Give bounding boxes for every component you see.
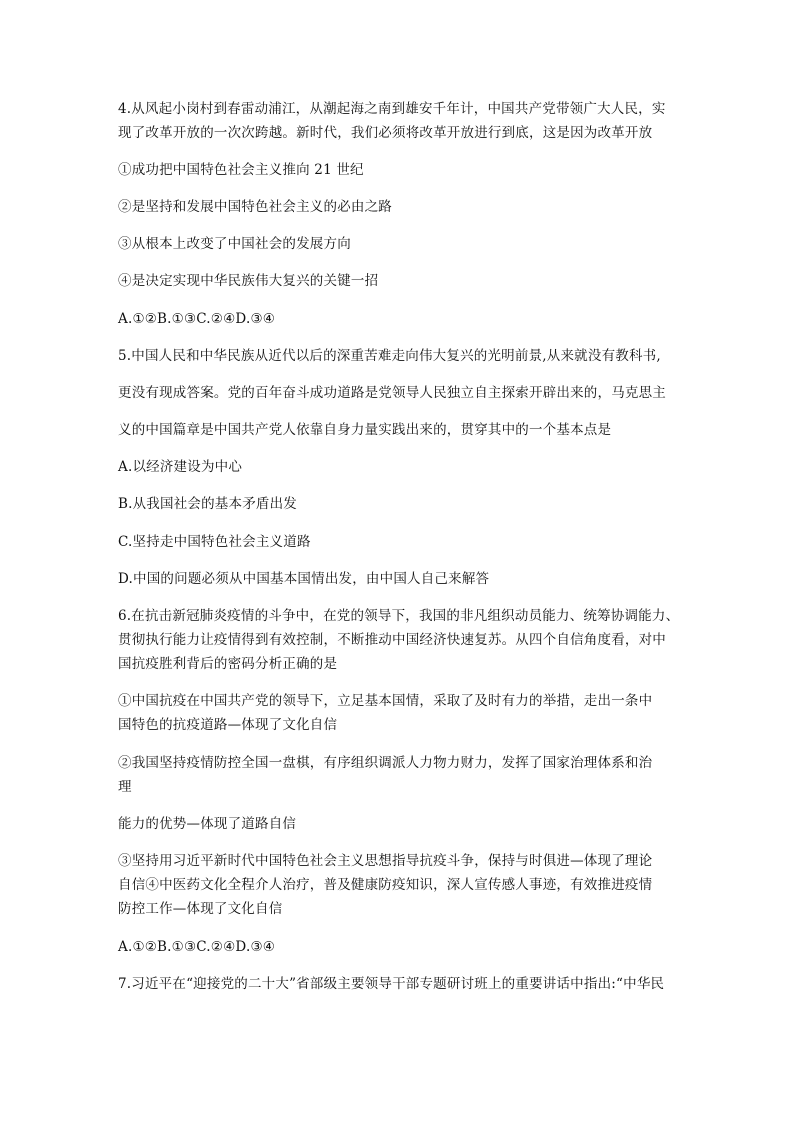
q4-stem-line-2: 现了改革开放的一次次跨越。新时代，我们必须将改革开放进行到底，这是因为改革开放: [118, 125, 653, 141]
q4-option-3: ③从根本上改变了中国社会的发展方向: [118, 236, 351, 252]
q5-choice-b: B.从我国社会的基本矛盾出发: [118, 496, 298, 512]
q4-option-2: ②是坚持和发展中国特色社会主义的必由之路: [118, 199, 392, 215]
q5-choice-d: D.中国的问题必须从中国基本国情出发，由中国人自己来解答: [118, 571, 490, 587]
q6-option-3-4-line-3: 防控工作—体现了文化自信: [118, 901, 283, 917]
q4-choices: A.①②B.①③C.②④D.③④: [118, 311, 276, 327]
q5-choice-a: A.以经济建设为中心: [118, 459, 243, 475]
q5-stem-line-1: 5.中国人民和中华民族从近代以后的深重苦难走向伟大复兴的光明前景,从来就没有教科书,: [118, 348, 661, 364]
q6-option-1-line-1: ①中国抗疫在中国共产党的领导下，立足基本国情，采取了及时有力的举措，走出一条中: [118, 693, 653, 709]
q6-option-3-4-line-1: ③坚持用习近平新时代中国特色社会主义思想指导抗疫斗争，保持与时俱进—体现了理论: [118, 853, 653, 869]
q6-option-1-line-2: 国特色的抗疫道路—体现了文化自信: [118, 717, 338, 733]
q6-stem-line-2: 贯彻执行能力让疫情得到有效控制，不断推动中国经济快速复苏。从四个自信角度看，对中: [118, 632, 666, 648]
q6-option-2-line-3: 能力的优势—体现了道路自信: [118, 816, 297, 832]
q5-stem-line-2: 更没有现成答案。党的百年奋斗成功道路是党领导人民独立自主探索开辟出来的，马克思主: [118, 385, 666, 401]
q7-stem-line-1: 7.习近平在“迎接党的二十大”省部级主要领导干部专题研讨班上的重要讲话中指出:“中华民: [118, 976, 665, 992]
q6-choices: A.①②B.①③C.②④D.③④: [118, 939, 276, 955]
q4-stem-line-1: 4.从风起小岗村到春雷动浦江，从潮起海之南到雄安千年计，中国共产党带领广大人民，实: [118, 101, 666, 117]
q6-stem-line-1: 6.在抗击新冠肺炎疫情的斗争中，在党的领导下，我国的非凡组织动员能力、统筹协调能力、: [118, 608, 680, 624]
q5-choice-c: C.坚持走中国特色社会主义道路: [118, 534, 311, 550]
q4-option-4: ④是决定实现中华民族伟大复兴的关键一招: [118, 273, 379, 289]
q6-option-2-line-1: ②我国坚持疫情防控全国一盘棋，有序组织调派人力物力财力，发挥了国家治理体系和治: [118, 755, 653, 771]
q6-option-3-4-line-2: 自信④中医药文化全程介人治疗，普及健康防疫知识，深人宣传感人事迹，有效推进疫情: [118, 877, 653, 893]
q5-stem-line-3: 义的中国篇章是中国共产党人依靠自身力量实践出来的，贯穿其中的一个基本点是: [118, 422, 612, 438]
q6-stem-line-3: 国抗疫胜利背后的密码分析正确的是: [118, 656, 338, 672]
q6-option-2-line-2: 理: [118, 779, 132, 795]
q4-option-1: ①成功把中国特色社会主义推向 21 世纪: [118, 162, 364, 178]
